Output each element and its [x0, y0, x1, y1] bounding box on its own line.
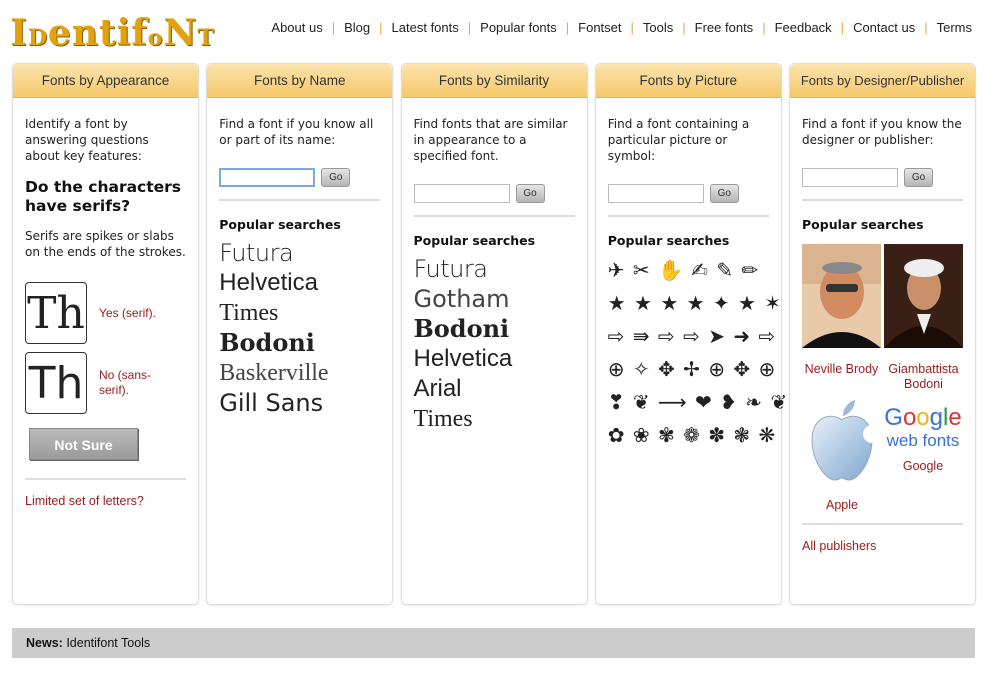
similarity-heading[interactable]: Fonts by Similarity: [402, 64, 587, 98]
apple-logo-icon[interactable]: [807, 398, 877, 484]
similar-font-link[interactable]: Futura: [413, 255, 488, 283]
serif-explanation: Serifs are spikes or slabs on the ends of the strokes.: [25, 229, 186, 259]
picture-symbol-grid: [607, 254, 789, 452]
byname-popular-list: [219, 238, 380, 418]
news-label: News:: [26, 636, 63, 650]
similarity-popular-list: [414, 254, 575, 434]
symbol-row[interactable]: ✿ ❀ ✾ ❁ ✽ ❃ ❋: [607, 423, 777, 447]
similarity-panel: [401, 63, 588, 605]
similar-font-link[interactable]: Bodoni: [413, 314, 510, 343]
symbol-row[interactable]: ⊕ ✧ ✥ ✢ ⊕ ✥ ⊕: [607, 357, 777, 381]
designer-neville-brody[interactable]: [802, 244, 881, 392]
publisher-google[interactable]: [883, 398, 963, 513]
picture-popular-title: Popular searches: [607, 233, 730, 248]
popular-font-link[interactable]: Bodoni: [219, 328, 315, 357]
apple-link[interactable]: Apple: [826, 498, 858, 512]
nav-blog[interactable]: Blog: [344, 20, 371, 35]
bodoni-portrait[interactable]: [884, 244, 963, 348]
google-web-fonts-label: web fonts: [886, 431, 960, 450]
popular-font-link[interactable]: Gill Sans: [219, 389, 324, 417]
news-bar: [12, 628, 975, 658]
picture-description: Find a font containing a particular picture or symbol:: [607, 117, 750, 163]
byname-popular-title: Popular searches: [219, 217, 341, 232]
picture-heading[interactable]: Fonts by Picture: [596, 64, 781, 98]
byname-panel: [206, 63, 393, 605]
top-nav: About us | Blog | Latest fonts | Popular fonts | Fontset | Tools | Free fonts | Feedback | Contact us | Terms: [271, 20, 972, 35]
nav-latest-fonts[interactable]: Latest fonts: [391, 20, 459, 35]
serif-no-option[interactable]: [25, 352, 186, 414]
nav-free-fonts[interactable]: Free fonts: [694, 20, 754, 35]
picture-go-button[interactable]: Go: [710, 184, 739, 203]
google-link[interactable]: Google: [902, 459, 944, 473]
news-link[interactable]: Identifont Tools: [66, 636, 151, 650]
all-publishers-link[interactable]: All publishers: [802, 539, 877, 553]
serif-question: Do the characters have serifs?: [25, 178, 182, 215]
designer-description: Find a font if you know the designer or publisher:: [802, 117, 962, 147]
popular-font-link[interactable]: Futura: [219, 239, 294, 267]
serif-no-label[interactable]: No (sans-serif).: [99, 368, 152, 397]
similar-font-link[interactable]: Times: [413, 406, 473, 432]
not-sure-button[interactable]: Not Sure: [29, 428, 138, 460]
symbol-row[interactable]: ❣ ❦ ⟶ ❤ ❥ ❧ ❦: [607, 390, 789, 414]
picture-input[interactable]: [608, 184, 704, 203]
limited-letters-link[interactable]: Limited set of letters?: [25, 494, 144, 508]
identifont-logo[interactable]: IDentifoNT: [10, 12, 215, 54]
symbol-row[interactable]: ✈ ✂ ✋ ✍ ✎ ✏: [607, 258, 760, 282]
serif-sample-button[interactable]: Th: [25, 282, 87, 344]
font-name-go-button[interactable]: Go: [321, 168, 350, 187]
appearance-heading[interactable]: Fonts by Appearance: [13, 64, 198, 98]
byname-description: Find a font if you know all or part of its name:: [219, 117, 374, 147]
designer-giambattista-bodoni[interactable]: [884, 244, 963, 392]
designer-panel: [789, 63, 976, 605]
similar-font-link[interactable]: Helvetica: [413, 345, 513, 372]
google-logo-icon[interactable]: Google: [884, 404, 962, 431]
bodoni-link[interactable]: Giambattista Bodoni: [888, 362, 959, 391]
divider: [608, 215, 769, 217]
sans-sample-button[interactable]: Th: [25, 352, 87, 414]
nav-about-us[interactable]: About us: [271, 20, 323, 35]
serif-yes-option[interactable]: [25, 282, 186, 344]
neville-brody-link[interactable]: Neville Brody: [804, 362, 879, 376]
feature-columns: [12, 63, 976, 605]
similar-font-go-button[interactable]: Go: [516, 184, 545, 203]
serif-yes-label[interactable]: Yes (serif).: [99, 305, 156, 320]
popular-font-link[interactable]: Helvetica: [219, 269, 318, 296]
font-name-input[interactable]: [219, 168, 315, 187]
designer-input[interactable]: [802, 168, 898, 187]
nav-terms[interactable]: Terms: [936, 20, 972, 35]
similar-font-link[interactable]: Arial: [413, 375, 462, 402]
publisher-apple[interactable]: [802, 398, 882, 513]
nav-popular-fonts[interactable]: Popular fonts: [480, 20, 557, 35]
designer-popular-title: Popular searches: [802, 217, 924, 232]
nav-fontset[interactable]: Fontset: [578, 20, 622, 35]
similarity-description: Find fonts that are similar in appearance to a specified font.: [413, 117, 568, 163]
designer-heading[interactable]: Fonts by Designer/Publisher: [790, 64, 975, 98]
appearance-description: Identify a font by answering questions about key features:: [25, 117, 149, 163]
similar-font-link[interactable]: Gotham: [413, 285, 510, 313]
popular-font-link[interactable]: Times: [219, 300, 279, 326]
picture-panel: [595, 63, 789, 605]
symbol-row[interactable]: ⇨ ⇛ ⇨ ⇨ ➤ ➜ ⇨: [607, 324, 777, 348]
similarity-popular-title: Popular searches: [413, 233, 536, 248]
designer-go-button[interactable]: Go: [904, 168, 933, 187]
popular-font-link[interactable]: Baskerville: [219, 360, 329, 386]
divider: [802, 523, 963, 525]
divider: [802, 199, 963, 201]
nav-feedback[interactable]: Feedback: [774, 20, 832, 35]
neville-brody-photo[interactable]: [802, 244, 881, 348]
symbol-row[interactable]: ★ ★ ★ ★ ✦ ★ ✶: [607, 291, 783, 315]
nav-contact-us[interactable]: Contact us: [853, 20, 916, 35]
nav-tools[interactable]: Tools: [642, 20, 674, 35]
similar-font-input[interactable]: [414, 184, 510, 203]
divider: [414, 215, 575, 217]
appearance-panel: [12, 63, 199, 605]
divider: [219, 199, 380, 201]
divider: [25, 478, 186, 480]
byname-heading[interactable]: Fonts by Name: [207, 64, 392, 98]
